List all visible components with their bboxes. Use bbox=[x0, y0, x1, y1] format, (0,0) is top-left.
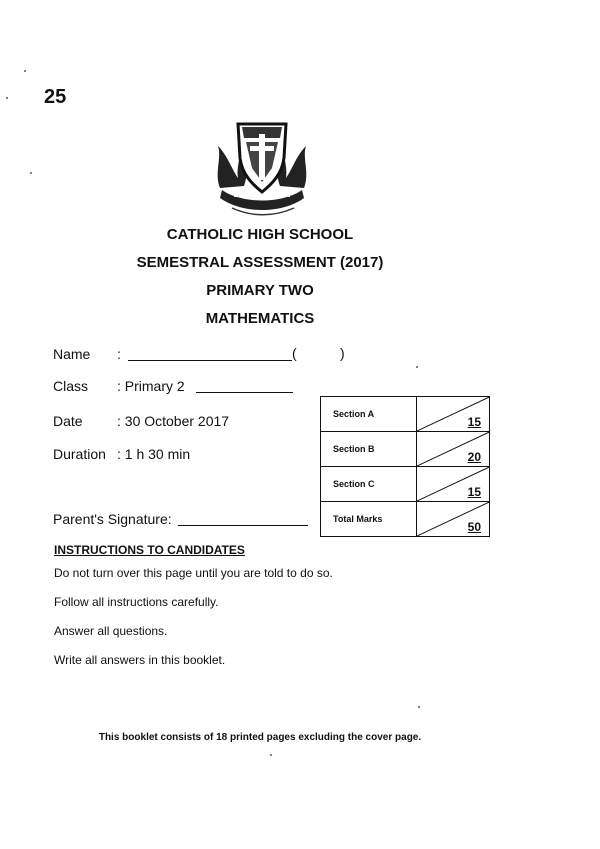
max-marks: 15 bbox=[467, 485, 481, 499]
marks-row-total bbox=[321, 502, 490, 537]
max-marks: 15 bbox=[467, 415, 481, 429]
class-label: Class bbox=[53, 378, 89, 394]
signature-line[interactable] bbox=[178, 525, 308, 526]
marks-row-section-c bbox=[321, 467, 490, 502]
name-colon: : bbox=[117, 346, 121, 362]
level-title: PRIMARY TWO bbox=[206, 282, 314, 299]
duration-value: : 1 h 30 min bbox=[117, 446, 191, 462]
instruction-item: Follow all instructions carefully. bbox=[54, 595, 219, 609]
section-label: Section A bbox=[321, 397, 417, 432]
marks-row-section-b bbox=[321, 432, 490, 467]
scan-speck bbox=[418, 706, 420, 708]
class-line[interactable] bbox=[196, 392, 293, 393]
scan-speck bbox=[416, 366, 418, 368]
score-cell[interactable] bbox=[416, 397, 489, 432]
name-label: Name bbox=[53, 346, 91, 362]
score-cell[interactable] bbox=[416, 432, 489, 467]
instruction-item: Write all answers in this booklet. bbox=[54, 653, 226, 667]
section-label: Section C bbox=[321, 467, 417, 502]
score-cell[interactable] bbox=[416, 467, 489, 502]
subject-title: MATHEMATICS bbox=[205, 310, 315, 327]
scan-speck bbox=[6, 97, 8, 99]
footer-note: This booklet consists of 18 printed pages excluding the cover page. bbox=[98, 732, 422, 743]
instruction-item: Answer all questions. bbox=[54, 624, 168, 638]
date-label: Date bbox=[53, 413, 83, 429]
marks-table bbox=[320, 396, 490, 537]
scan-speck bbox=[30, 172, 32, 174]
class-value: : Primary 2 bbox=[117, 378, 185, 394]
name-bracket-close: ) bbox=[340, 345, 345, 361]
name-line[interactable] bbox=[128, 360, 292, 361]
date-value: : 30 October 2017 bbox=[117, 413, 230, 429]
max-marks: 20 bbox=[467, 450, 481, 464]
signature-label: Parent's Signature: bbox=[53, 511, 172, 527]
scan-speck bbox=[24, 70, 26, 72]
assessment-title: SEMESTRAL ASSESSMENT (2017) bbox=[136, 254, 384, 271]
name-bracket-open: ( bbox=[292, 345, 297, 361]
school-name: CATHOLIC HIGH SCHOOL bbox=[166, 226, 354, 243]
marks-row-section-a bbox=[321, 397, 490, 432]
instructions-title: INSTRUCTIONS TO CANDIDATES bbox=[54, 543, 245, 557]
duration-label: Duration bbox=[53, 446, 106, 462]
max-marks: 50 bbox=[467, 520, 481, 534]
section-label: Total Marks bbox=[321, 502, 417, 537]
section-label: Section B bbox=[321, 432, 417, 467]
score-cell[interactable] bbox=[416, 502, 489, 537]
scan-speck bbox=[270, 754, 272, 756]
page-number: 25 bbox=[44, 86, 67, 108]
school-crest-logo bbox=[212, 118, 312, 218]
instruction-item: Do not turn over this page until you are told to do so. bbox=[54, 566, 333, 580]
